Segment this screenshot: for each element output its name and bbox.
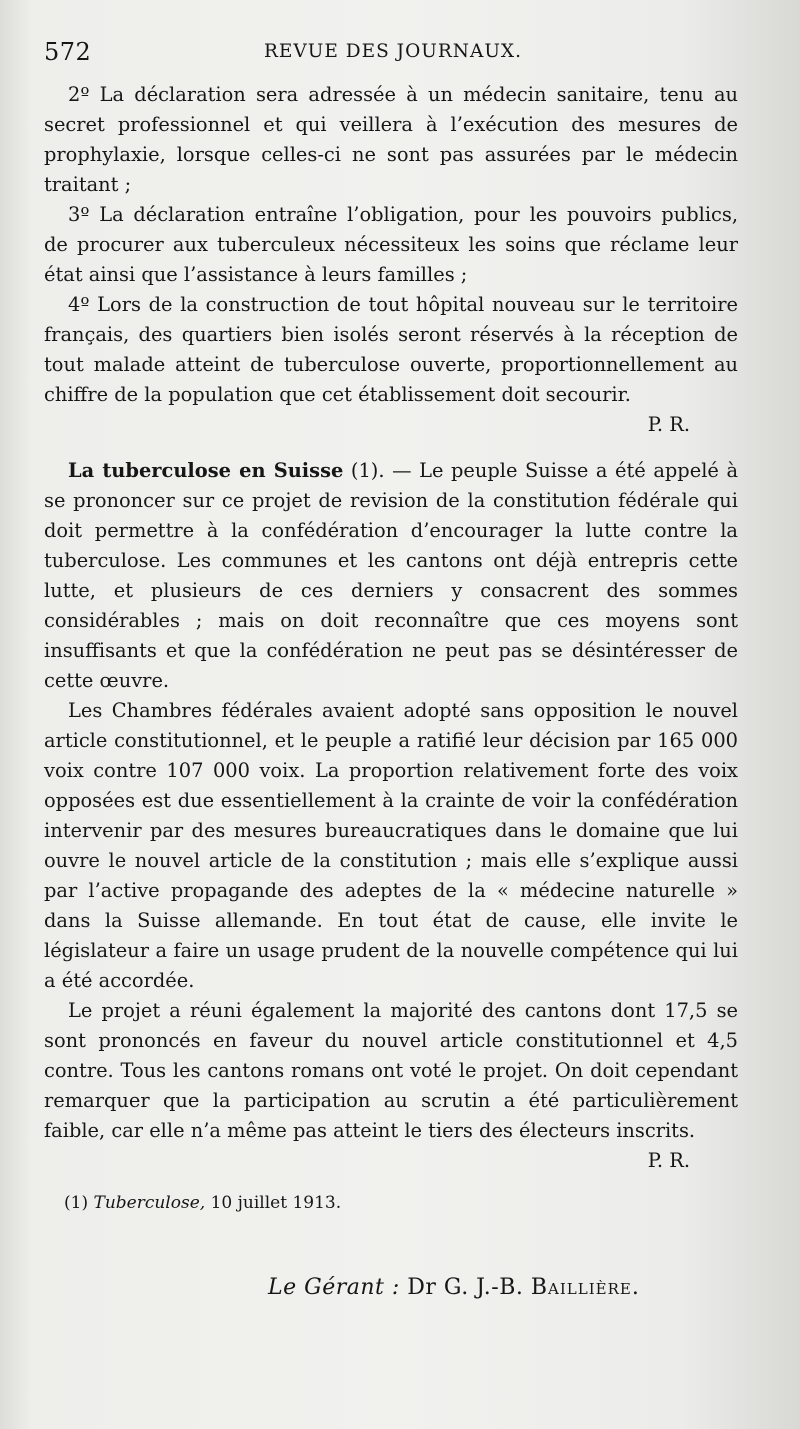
signature-initials: P. R. (647, 413, 690, 436)
section-title: La tuberculose en Suisse (68, 459, 344, 482)
paragraph-item-4 (44, 290, 738, 410)
signature-initials: P. R. (647, 1149, 690, 1172)
gerant-surname: Baillière. (530, 1275, 640, 1300)
footnote-marker: (1) (64, 1193, 94, 1213)
paragraph-item-2: 2º La déclaration sera adressée à un médecin sanitaire, tenu au secret professionnel et qui veillera à l’exécution des mesures de prophylaxie, lorsque celles-ci ne sont pas assurées par le médecin traitant ; (44, 83, 738, 196)
section-intro-paragraph (44, 456, 738, 696)
publisher-line (268, 1275, 640, 1300)
footnote (64, 1190, 341, 1216)
paragraph-item-3: 3º La déclaration entraîne l’obligation, pour les pouvoirs publics, de procurer aux tuberculeux nécessiteux les soins que réclame leur état ainsi que l’assistance à leurs familles ; (44, 203, 738, 286)
footnote-reference: (1). — (343, 459, 420, 482)
signature-line-1 (44, 410, 738, 440)
paragraph-projet: Le projet a réuni également la majorité des cantons dont 17,5 se sont prononcés en faveur du nouvel article constitutionnel et 4,5 contre. Tous les cantons romans ont voté le projet. On doit cependant remarquer que la participation au scrutin a été particulièrement faible, car elle n’a même pas atteint le tiers des électeurs inscrits. (44, 999, 738, 1142)
running-title: REVUE DES JOURNAUX. (264, 41, 522, 62)
paragraph-chambres: Les Chambres fédérales avaient adopté sans opposition le nouvel article constitutionnel, et le peuple a ratifié leur décision par 165 000 voix contre 107 000 voix. La proportion relativement forte des voix opposées est due essentiellement à la crainte de voir la confédération intervenir par des mesures bureaucratiques dans le domaine que lui ouvre le nouvel article de la constitution ; mais elle s’explique aussi par l’active propagande des adeptes de la « médecine naturelle » dans la Suisse allemande. En tout état de cause, elle invite le législateur a faire un usage prudent de la nouvelle compétence qui lui a été accordée. (44, 699, 738, 992)
signature-line-2 (44, 1146, 738, 1176)
footnote-date: 10 juillet 1913. (205, 1193, 342, 1213)
gerant-name: Dr G. J.-B. (399, 1275, 531, 1300)
paragraph-item-4-text: 4º Lors de la construction de tout hôpital nouveau sur le territoire français, des quartiers bien isolés seront réservés à la réception de tout malade atteint de tuberculose ouverte, proportionnellement au chiffre de la population que cet établissement doit secourir. (44, 293, 738, 406)
gerant-label: Le Gérant : (268, 1275, 400, 1300)
section-intro-text: Le peuple Suisse a été appelé à se prononcer sur ce projet de revision de la constitution fédérale qui doit permettre à la confédération d’encourager la lutte contre la tuberculose. Les communes et les cantons ont déjà entrepris cette lutte, et plusieurs de ces derniers y consacrent des sommes considérables ; mais on doit reconnaître que ces moyens sont insuffisants et que la confédération ne peut pas se désintéresser de cette œuvre. (44, 459, 738, 692)
footnote-source: Tuberculose, (93, 1193, 206, 1213)
page-header (44, 38, 728, 70)
body-text (44, 80, 738, 1176)
section-spacer (44, 440, 738, 456)
page-number: 572 (44, 38, 92, 66)
